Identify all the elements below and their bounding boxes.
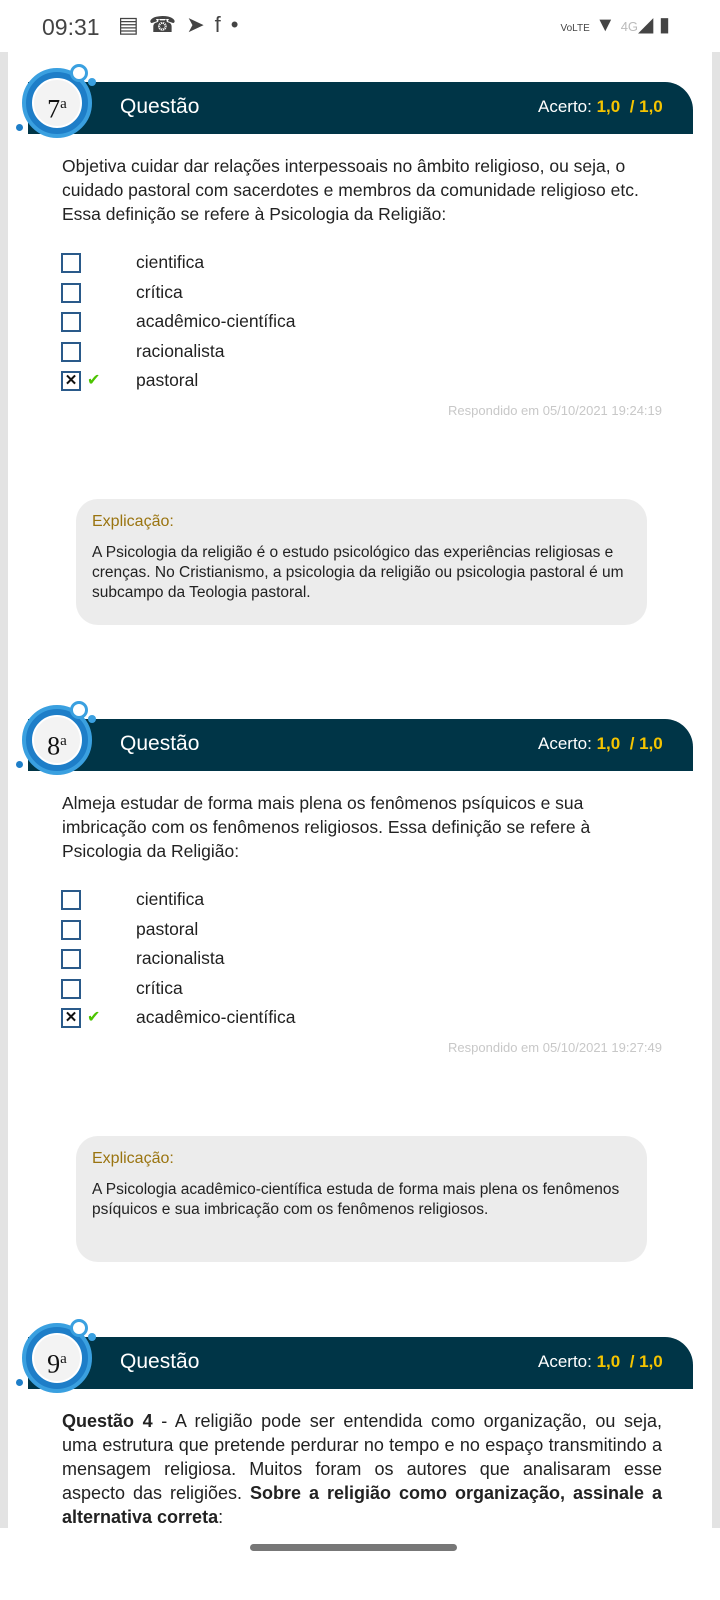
question-title: Questão bbox=[120, 95, 200, 118]
question-number-badge: 9$^a$ bbox=[22, 1323, 92, 1393]
checkbox[interactable] bbox=[61, 890, 81, 910]
dot-icon: • bbox=[230, 12, 249, 37]
option[interactable] bbox=[61, 311, 661, 341]
options-list bbox=[61, 252, 661, 400]
explanation-title: Explicação: bbox=[92, 513, 174, 530]
question-title: Questão bbox=[120, 732, 200, 755]
explanation-text: A Psicologia da religião é o estudo psicológico das experiências religiosas e crenças. No Cristianismo, a psicologia da religião ou psicologia pastoral é um subcampo da Teologia pastoral. bbox=[92, 544, 624, 601]
bubble-decoration bbox=[88, 1333, 96, 1341]
option-label: racionalista bbox=[136, 948, 225, 968]
score: Acerto: 1,0 / 1,0 bbox=[538, 1352, 663, 1371]
navigation-bar bbox=[0, 1528, 720, 1600]
clock: 09:31 bbox=[42, 14, 100, 40]
explanation-text: A Psicologia acadêmico-científica estuda de forma mais plena os fenômenos psíquicos e sua imbricação com os fenômenos religiosos. bbox=[92, 1181, 620, 1218]
checkbox[interactable]: ✕ bbox=[61, 1008, 81, 1028]
answered-timestamp: Respondido em 05/10/2021 19:27:49 bbox=[448, 1040, 662, 1055]
checkbox[interactable] bbox=[61, 949, 81, 969]
answered-timestamp: Respondido em 05/10/2021 19:24:19 bbox=[448, 403, 662, 418]
option-label: racionalista bbox=[136, 340, 225, 361]
volte-icon: VoLTE bbox=[560, 23, 590, 34]
wifi-icon: ▼ bbox=[595, 14, 616, 36]
correct-check-icon: ✔ bbox=[87, 372, 101, 389]
system-icons: VoLTE ▼ 4G◢ ▮ bbox=[560, 14, 670, 36]
checkbox[interactable] bbox=[61, 253, 81, 273]
option-label: pastoral bbox=[136, 370, 199, 390]
question-header bbox=[28, 82, 693, 134]
checkbox[interactable] bbox=[61, 283, 81, 303]
score: Acerto: 1,0 / 1,0 bbox=[538, 734, 663, 753]
missed-call-icon: ☎ bbox=[148, 12, 187, 37]
question-text: Questão 4 - A religião pode ser entendida como organização, ou seja, uma estrutura que pretende perdurar no tempo e no espaço transmitindo a mensagem religiosa. Muitos foram os autores que analisaram esse aspecto das religiões. Sobre a religião como organização, assinale a alternativa correta: bbox=[62, 1411, 663, 1527]
news-icon: ▤ bbox=[118, 12, 149, 37]
explanation-box bbox=[76, 1136, 647, 1262]
option[interactable] bbox=[61, 252, 661, 282]
question-text: Almeja estudar de forma mais plena os fenômenos psíquicos e sua imbricação com os fenômenos religiosos. Essa definição se refere à Psicologia da Religião: bbox=[62, 793, 591, 861]
notification-icons bbox=[118, 12, 248, 38]
correct-check-icon: ✔ bbox=[87, 1009, 101, 1026]
option-label: acadêmico-científica bbox=[136, 311, 296, 331]
question-number-badge: 7$^a$ bbox=[22, 68, 92, 138]
option-label: crítica bbox=[136, 281, 183, 302]
question-number-badge: 8$^a$ bbox=[22, 705, 92, 775]
option[interactable] bbox=[61, 341, 661, 371]
option[interactable] bbox=[61, 919, 661, 949]
facebook-icon: f bbox=[214, 12, 231, 37]
question-text: Objetiva cuidar dar relações interpessoais no âmbito religioso, ou seja, o cuidado pastoral com sacerdotes e membros da comunidade religioso etc. Essa definição se refere à Psicologia da Religião: bbox=[62, 156, 639, 224]
bubble-decoration bbox=[88, 715, 96, 723]
score: Acerto: 1,0 / 1,0 bbox=[538, 97, 663, 116]
4g-signal-icon: 4G bbox=[620, 19, 639, 34]
bubble-decoration bbox=[70, 701, 88, 719]
option[interactable] bbox=[61, 978, 661, 1008]
telegram-icon: ➤ bbox=[186, 12, 215, 37]
option-label: crítica bbox=[136, 977, 183, 998]
checkbox[interactable] bbox=[61, 342, 81, 362]
option-label: acadêmico-científica bbox=[136, 1007, 296, 1027]
checkbox[interactable]: ✕ bbox=[61, 371, 81, 391]
option-label: cientifica bbox=[136, 252, 205, 272]
option[interactable] bbox=[61, 282, 661, 312]
option[interactable] bbox=[61, 1007, 661, 1037]
quiz-page[interactable] bbox=[0, 52, 720, 1528]
checkbox[interactable] bbox=[61, 979, 81, 999]
checkbox[interactable] bbox=[61, 920, 81, 940]
options-list bbox=[61, 889, 661, 1037]
explanation-title: Explicação: bbox=[92, 1150, 174, 1167]
option[interactable] bbox=[61, 370, 661, 400]
question-header bbox=[28, 719, 693, 771]
home-gesture-handle[interactable] bbox=[250, 1544, 457, 1551]
explanation-box bbox=[76, 499, 647, 625]
bubble-decoration bbox=[88, 78, 96, 86]
checkbox[interactable] bbox=[61, 312, 81, 332]
bubble-decoration bbox=[70, 64, 88, 82]
option-label: pastoral bbox=[136, 918, 199, 939]
question-title: Questão bbox=[120, 1350, 200, 1373]
status-bar bbox=[0, 0, 720, 52]
bubble-decoration bbox=[16, 761, 23, 768]
question-header bbox=[28, 1337, 693, 1389]
option[interactable] bbox=[61, 948, 661, 978]
battery-icon: ▮ bbox=[658, 14, 670, 36]
option[interactable] bbox=[61, 889, 661, 919]
bubble-decoration bbox=[16, 124, 23, 131]
bubble-decoration bbox=[70, 1319, 88, 1337]
bubble-decoration bbox=[16, 1379, 23, 1386]
option-label: cientifica bbox=[136, 889, 205, 909]
